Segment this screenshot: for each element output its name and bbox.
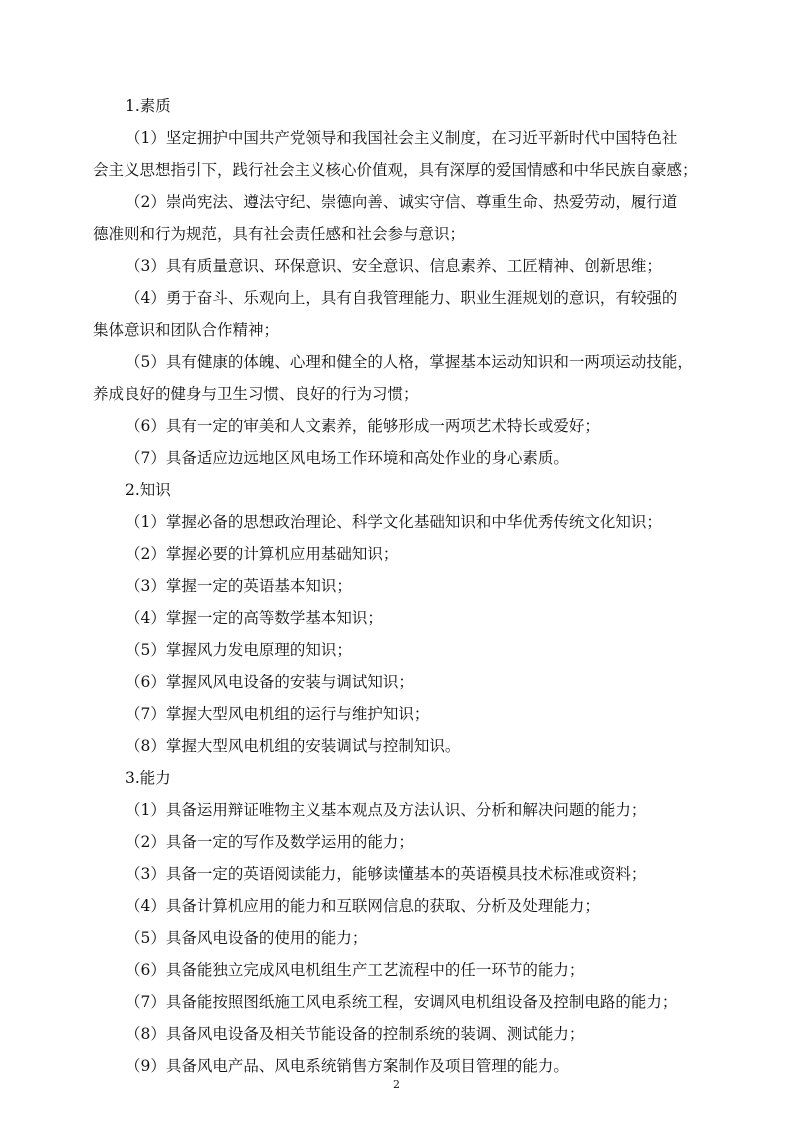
list-item [93, 832, 711, 852]
section-heading: 1.素质 [125, 97, 171, 115]
item-text: （4）勇于奋斗、乐观向上，具有自我管理能力、职业生涯规划的意识，有较强的 [125, 289, 678, 307]
item-text: （7）掌握大型风电机组的运行与维护知识； [125, 705, 430, 723]
list-item [93, 992, 711, 1012]
list-item [93, 672, 711, 692]
list-item [93, 192, 711, 244]
section-heading: 3.能力 [125, 769, 171, 787]
list-item [93, 288, 711, 340]
list-item [93, 512, 711, 532]
section-heading: 2.知识 [125, 481, 171, 499]
item-text: （1）掌握必备的思想政治理论、科学文化基础知识和中华优秀传统文化知识； [125, 513, 662, 531]
item-text-continuation: 会主义思想指引下，践行社会主义核心价值观，具有深厚的爱国情感和中华民族自豪感； [93, 161, 698, 179]
list-item [93, 960, 711, 980]
item-text: （5）具有健康的体魄、心理和健全的人格，掌握基本运动知识和一两项运动技能， [125, 353, 693, 371]
item-text-continuation: 集体意识和团队合作精神； [93, 321, 280, 339]
item-text: （2）具备一定的写作及数学运用的能力； [125, 833, 414, 851]
item-text: （7）具备能按照图纸施工风电系统工程，安调风电机组设备及控制电路的能力； [125, 993, 678, 1011]
list-item [93, 608, 711, 628]
item-text: （8）具备风电设备及相关节能设备的控制系统的装调、测试能力； [125, 1025, 585, 1043]
item-text: （4）具备计算机应用的能力和互联网信息的获取、分析及处理能力； [125, 897, 600, 915]
list-item [93, 256, 711, 276]
list-item [93, 640, 711, 660]
item-text: （1）坚定拥护中国共产党领导和我国社会主义制度，在习近平新时代中国特色社 [125, 129, 678, 147]
list-item [93, 544, 711, 564]
item-text: （6）具有一定的审美和人文素养，能够形成一两项艺术特长或爱好； [125, 417, 600, 435]
list-item [93, 704, 711, 724]
item-text: （2）掌握必要的计算机应用基础知识； [125, 545, 399, 563]
page-number: 2 [393, 1078, 400, 1091]
list-item [93, 352, 711, 404]
list-item [93, 576, 711, 596]
list-item [93, 1024, 711, 1044]
item-text: （3）掌握一定的英语基本知识； [125, 577, 352, 595]
item-text: （4）掌握一定的高等数学基本知识； [125, 609, 383, 627]
list-item [93, 928, 711, 948]
item-text: （5）掌握风力发电原理的知识； [125, 641, 352, 659]
list-item [93, 896, 711, 916]
item-text: （6）具备能独立完成风电机组生产工艺流程中的任一环节的能力； [125, 961, 585, 979]
item-text: （3）具备一定的英语阅读能力，能够读懂基本的英语模具技术标准或资料； [125, 865, 647, 883]
list-item [93, 800, 711, 820]
item-text: （8）掌握大型风电机组的安装调试与控制知识。 [125, 737, 461, 755]
item-text: （7）具备适应边远地区风电场工作环境和高处作业的身心素质。 [125, 449, 569, 467]
list-item [93, 416, 711, 436]
document-body [93, 96, 711, 1088]
item-text: （5）具备风电设备的使用的能力； [125, 929, 368, 947]
item-text: （9）具备风电产品、风电系统销售方案制作及项目管理的能力。 [125, 1057, 569, 1075]
item-text: （6）掌握风风电设备的安装与调试知识； [125, 673, 414, 691]
item-text-continuation: 养成良好的健身与卫生习惯、良好的行为习惯； [93, 385, 419, 403]
item-text-continuation: 德准则和行为规范，具有社会责任感和社会参与意识； [93, 225, 466, 243]
list-item [93, 864, 711, 884]
item-text: （3）具有质量意识、环保意识、安全意识、信息素养、工匠精神、创新思维； [125, 257, 662, 275]
list-item [93, 736, 711, 756]
list-item [93, 1056, 711, 1076]
item-text: （1）具备运用辩证唯物主义基本观点及方法认识、分析和解决问题的能力； [125, 801, 647, 819]
list-item [93, 448, 711, 468]
list-item [93, 128, 711, 180]
item-text: （2）崇尚宪法、遵法守纪、崇德向善、诚实守信、尊重生命、热爱劳动，履行道 [125, 193, 678, 211]
